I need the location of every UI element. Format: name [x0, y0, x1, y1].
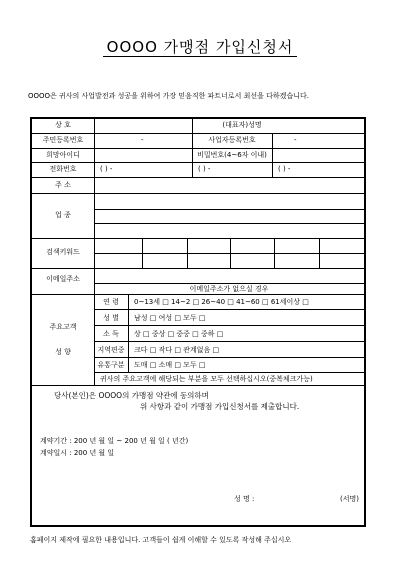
resident-no-label: 주민등록번호 [42, 136, 84, 144]
phone-field-3: ( ) - [278, 165, 291, 173]
agreement-line-1: 당사(본인)은 OOOO의 가맹점 약관에 동의하며 [54, 391, 209, 400]
customer-note: 귀사의 주요고객에 해당되는 부분을 모두 선택하십시오(중복체크가능) [100, 375, 313, 383]
phone-label: 전화번호 [49, 165, 77, 173]
phone-field-2: ( ) - [198, 165, 211, 173]
form-title: OOOO 가맹점 가입신청서 [0, 36, 400, 57]
signature-seal: (서명) [340, 495, 359, 503]
contract-date: 계약일시 : 200 년 월 일 [40, 449, 115, 457]
address-label: 주 소 [55, 181, 71, 189]
application-form-table [30, 117, 366, 527]
signature-name-label: 성 명 : [234, 495, 255, 503]
income-label: 소 득 [103, 330, 119, 338]
trade-name-label: 상 호 [55, 121, 71, 129]
business-no-dash: - [294, 136, 297, 144]
resident-no-dash: - [141, 136, 144, 144]
business-no-label: 사업자등록번호 [208, 136, 256, 144]
age-options: 0~13세 □ 14~2 □ 26~40 □ 41~60 □ 61세이상 □ [134, 298, 309, 306]
intro-text: OOOO은 귀사의 사업발전과 성공을 위하여 가장 믿음직한 파트너로서 최선을 다하겠습니다. [28, 92, 309, 100]
phone-field-1: ( ) - [100, 165, 113, 173]
gender-options: 남성 □ 여성 □ 모두 □ [134, 314, 206, 322]
password-label: 비밀번호(4~6자 이내) [197, 151, 267, 159]
representative-label: (대표자)성명 [222, 121, 262, 129]
footer-note: 홈페이지 제작에 필요한 내용입니다. 고객들이 쉽게 이해할 수 있도록 작성해 주십시오 [30, 536, 292, 544]
main-customer-label: 주요고객 [49, 323, 77, 331]
agreement-line-2: 위 사항과 같이 가맹점 가입신청서를 제출합니다. [140, 402, 300, 411]
region-options: 크다 □ 작다 □ 관계없음 □ [134, 346, 220, 354]
income-options: 상 □ 중상 □ 중중 □ 중하 □ [134, 330, 224, 338]
gender-label: 성 별 [103, 314, 119, 322]
desired-id-label: 희망아이디 [46, 151, 80, 159]
business-type-label: 업 종 [55, 211, 71, 219]
region-label: 지역편중 [97, 346, 125, 354]
no-email-label: 이메일주소가 없으실 경우 [189, 285, 269, 293]
email-label: 이메일주소 [46, 275, 80, 283]
distribution-options: 도매 □ 소매 □ 모두 □ [134, 361, 206, 369]
search-keyword-label: 검색키워드 [46, 248, 80, 256]
tendency-label: 성 향 [55, 348, 71, 356]
age-label: 연 령 [103, 298, 119, 306]
contract-period: 계약기간 : 200 년 월 일 ~ 200 년 월 일 ( 년간) [40, 437, 189, 445]
distribution-label: 유통구분 [97, 361, 125, 369]
